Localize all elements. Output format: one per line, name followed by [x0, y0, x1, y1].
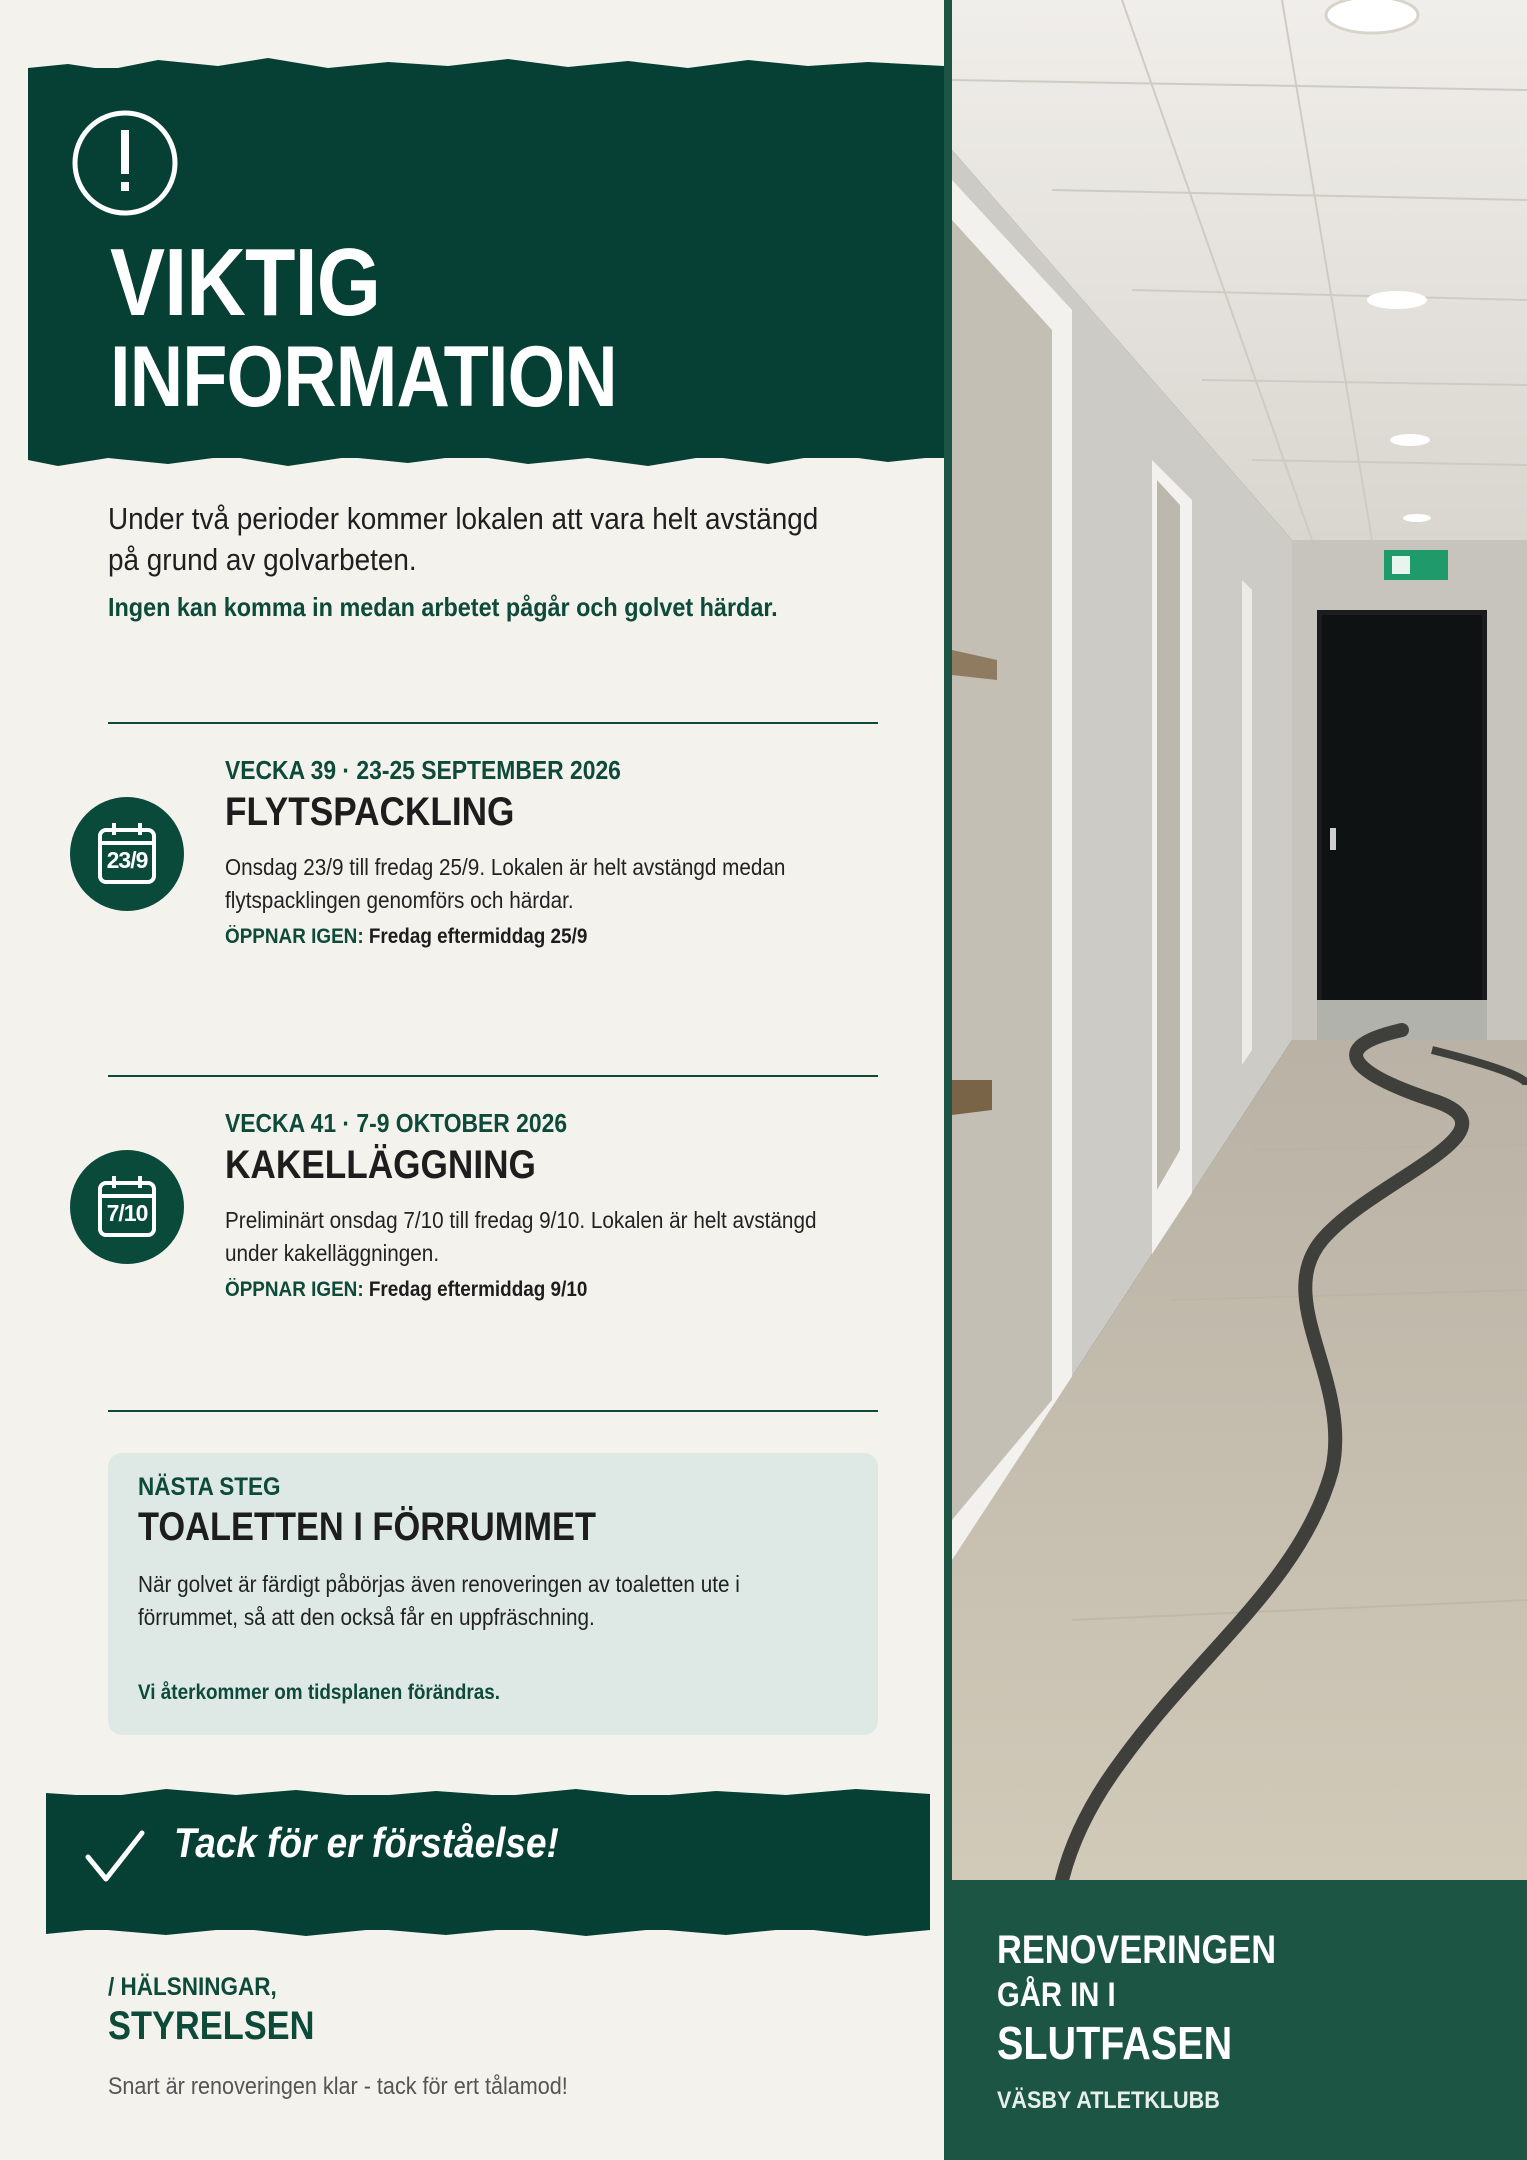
next-step-note: Vi återkommer om tidsplanen förändras.: [138, 1681, 501, 1704]
signature-name: STYRELSEN: [108, 2004, 315, 2048]
caption-line2: GÅR IN I: [997, 1976, 1116, 2014]
calendar-date: 7/10: [106, 1200, 148, 1226]
reopen-value: Fredag eftermiddag 9/10: [368, 1278, 588, 1301]
next-step-label: NÄSTA STEG: [138, 1473, 281, 1501]
caption-org: VÄSBY ATLETKLUBB: [997, 2087, 1220, 2114]
photo-column: [944, 0, 1527, 2160]
reopen-value: Fredag eftermiddag 25/9: [368, 925, 588, 948]
step-title: KAKELLÄGGNING: [225, 1143, 536, 1187]
brush-edge-bottom: [28, 446, 944, 472]
step-week: VECKA 41 · 7-9 OKTOBER 2026: [225, 1108, 568, 1138]
thanks-banner: [46, 1795, 930, 1930]
schedule-step-2: [70, 1108, 890, 1308]
intro-note: Ingen kan komma in medan arbetet pågår och golvet härdar.: [108, 592, 778, 622]
divider: [108, 722, 878, 724]
calendar-badge: [70, 797, 184, 911]
brush-edge-bottom: [46, 1920, 930, 1940]
reopen-label: ÖPPNAR IGEN:: [225, 1278, 364, 1301]
next-step-description: När golvet är färdigt påbörjas även renoveringen av toaletten ute i förrummet, så att den också får en uppfräschning.: [138, 1571, 740, 1630]
signature-note: Snart är renoveringen klar - tack för ert tålamod!: [108, 2073, 568, 2100]
header-banner: [28, 68, 944, 458]
thanks-text: Tack för er förståelse!: [174, 1819, 559, 1866]
schedule-step-1: [70, 755, 890, 955]
step-week: VECKA 39 · 23-25 SEPTEMBER 2026: [225, 755, 621, 785]
divider: [108, 1410, 878, 1412]
step-reopen: [225, 925, 587, 949]
calendar-date: 23/9: [106, 847, 148, 873]
reopen-label: ÖPPNAR IGEN:: [225, 925, 364, 948]
signature-label: / HÄLSNINGAR,: [108, 1973, 277, 2001]
next-step-title: TOALETTEN I FÖRRUMMET: [138, 1505, 597, 1549]
step-reopen: [225, 1278, 587, 1302]
calendar-badge: [70, 1150, 184, 1264]
banner-title-line2: INFORMATION: [110, 329, 617, 425]
brush-edge-top: [46, 1785, 930, 1805]
checkmark-icon: [84, 1827, 146, 1885]
step-description: Onsdag 23/9 till fredag 25/9. Lokalen är helt avstängd medan flytspacklingen genomförs och härdar.: [225, 854, 786, 913]
intro-text: Under två perioder kommer lokalen att vara helt avstängd på grund av golvarbeten.: [108, 501, 819, 577]
brush-edge-top: [28, 54, 944, 80]
caption-line3: SLUTFASEN: [997, 2017, 1233, 2069]
corridor-photo: [952, 0, 1527, 1880]
banner-title-line1: VIKTIG: [110, 229, 381, 336]
corridor-illustration: [952, 0, 1527, 1880]
divider: [108, 1075, 878, 1077]
next-step-box: [108, 1453, 878, 1735]
photo-caption: [952, 1880, 1527, 2160]
caption-line1: RENOVERINGEN: [997, 1928, 1277, 1972]
step-description: Preliminärt onsdag 7/10 till fredag 9/10. Lokalen är helt avstängd under kakelläggningen.: [225, 1207, 817, 1266]
exclamation-circle-icon: [70, 108, 180, 218]
step-title: FLYTSPACKLING: [225, 790, 515, 834]
